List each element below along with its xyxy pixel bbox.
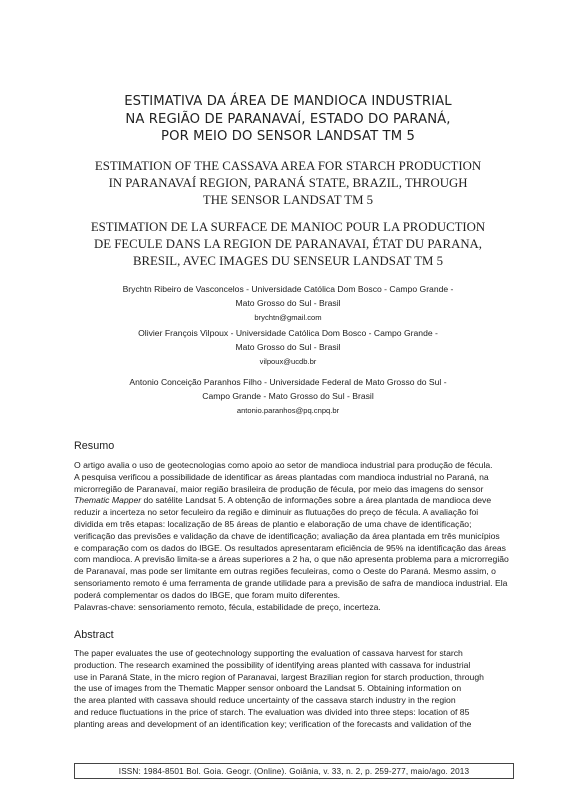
resumo-line: dividida em três etapas: localização de 85 áreas de plantio e elaboração de uma chave de identificação; (74, 518, 472, 529)
resumo-line: O artigo avalia o uso de geotecnologias como apoio ao setor de mandioca industrial para produção de fécula. (74, 460, 493, 470)
title-pt-line: NA REGIÃO DE PARANAVAÍ, ESTADO DO PARANÁ, (125, 111, 451, 127)
title-fr-line: DE FECULE DANS LA REGION DE PARANAVAI, ÉTAT DU PARANA, (93, 237, 483, 252)
author-email: brychtn@gmail.com (254, 313, 322, 322)
resumo-line: sensoriamento remoto é uma ferramenta de grande utilidade para a previsão de safra de mandioca industrial. Ela (74, 577, 508, 588)
resumo-heading: Resumo (74, 440, 115, 452)
resumo-text (74, 460, 514, 613)
title-english (40, 158, 536, 210)
resumo-line: de Paranavaí, mas pode ser limitante em outras regiões feculeiras, como o Oeste do Paraná. Mesmo assim, o (74, 566, 496, 577)
footer-citation: ISSN: 1984-8501 Bol. Goia. Geogr. (Online). Goiânia, v. 33, n. 2, p. 259-277, maio/ago. 2013 (118, 767, 470, 776)
title-en-line: IN PARANAVAÍ REGION, PARANÁ STATE, BRAZIL, THROUGH (108, 176, 468, 191)
author-block (60, 327, 516, 369)
author-block (60, 283, 516, 325)
abstract-line: The paper evaluates the use of geotechnology supporting the evaluation of cassava harvest for starch (74, 648, 463, 658)
abstract-line: use in Paraná State, in the micro region of Paranavai, largest Brazilian region for starch production, through (74, 671, 484, 682)
author-affiliation: Olivier François Vilpoux - Universidade Católica Dom Bosco - Campo Grande - (138, 328, 438, 338)
author-block (60, 376, 516, 418)
abstract-line: and reduce fluctuations in the price of starch. The evaluation was divided into three steps: location of 85 (74, 706, 470, 717)
abstract-line: the use of images from the Thematic Mapper sensor onboard the Landsat 5. Obtaining information on (74, 683, 462, 694)
resumo-line: reduzir a incerteza no setor feculeiro da região e diminuir as flutuações do preço de fécula. A avaliação foi (74, 507, 479, 518)
resumo-line: Thematic Mapper do satélite Landsat 5. A obtenção de informações sobre a área plantada de mandioca deve (74, 495, 492, 506)
resumo-line: e comparação com os dados do IBGE. Os resultados apresentaram eficiência de 95% na identificação das áreas (74, 542, 506, 553)
abstract-heading: Abstract (74, 629, 114, 641)
author-affiliation: Brychtn Ribeiro de Vasconcelos - Universidade Católica Dom Bosco - Campo Grande - (122, 284, 454, 294)
title-fr-line: ESTIMATION DE LA SURFACE DE MANIOC POUR LA PRODUCTION (90, 220, 486, 234)
resumo-line: verificação das previsões e validação da chave de identificação; avaliação da área plantada em três municípios (74, 530, 500, 541)
title-french (40, 219, 536, 271)
abstract-line: planting areas and development of an identification key; verification of the forecasts and validation of the (74, 718, 472, 729)
author-email: antonio.paranhos@pq.cnpq.br (236, 406, 340, 415)
resumo-line: microrregião de Paranavaí, maior região brasileira de produção de fécula, por meio das imagens do sensor (74, 483, 484, 494)
journal-footer (74, 763, 514, 779)
resumo-line: com mandioca. A previsão limita-se a áreas superiores a 2 ha, o que não apresenta problema para a microrregião (74, 554, 509, 565)
resumo-line: poderá complementar os dados do IBGE, que foram muito diferentes. (74, 589, 341, 600)
author-affiliation: Mato Grosso do Sul - Brasil (235, 297, 341, 308)
title-en-line: ESTIMATION OF THE CASSAVA AREA FOR STARCH PRODUCTION (94, 159, 482, 173)
keywords-line: Palavras-chave: sensoriamento remoto, fécula, estabilidade de preço, incerteza. (74, 601, 381, 612)
title-en-line: THE SENSOR LANDSAT TM 5 (202, 193, 374, 208)
author-email: vilpoux@ucdb.br (259, 357, 317, 366)
title-portuguese (40, 93, 536, 146)
title-fr-line: BRESIL, AVEC IMAGES DU SENSEUR LANDSAT TM 5 (132, 254, 443, 269)
resumo-line: A pesquisa verificou a possibilidade de identificar as áreas plantadas com mandioca industrial no Paraná, na (74, 471, 489, 482)
abstract-line: the area planted with cassava should reduce uncertainty of the cassava starch industry in the region (74, 695, 456, 706)
title-pt-line: ESTIMATIVA DA ÁREA DE MANDIOCA INDUSTRIAL (124, 94, 452, 109)
title-pt-line: POR MEIO DO SENSOR LANDSAT TM 5 (161, 129, 415, 144)
author-affiliation: Mato Grosso do Sul - Brasil (235, 341, 341, 352)
author-affiliation: Campo Grande - Mato Grosso do Sul - Brasil (202, 390, 374, 401)
abstract-line: production. The research examined the possibility of identifying areas planted with cassava for industrial (74, 659, 471, 670)
author-affiliation: Antonio Conceição Paranhos Filho - Universidade Federal de Mato Grosso do Sul - (129, 377, 447, 387)
abstract-text (74, 648, 514, 731)
